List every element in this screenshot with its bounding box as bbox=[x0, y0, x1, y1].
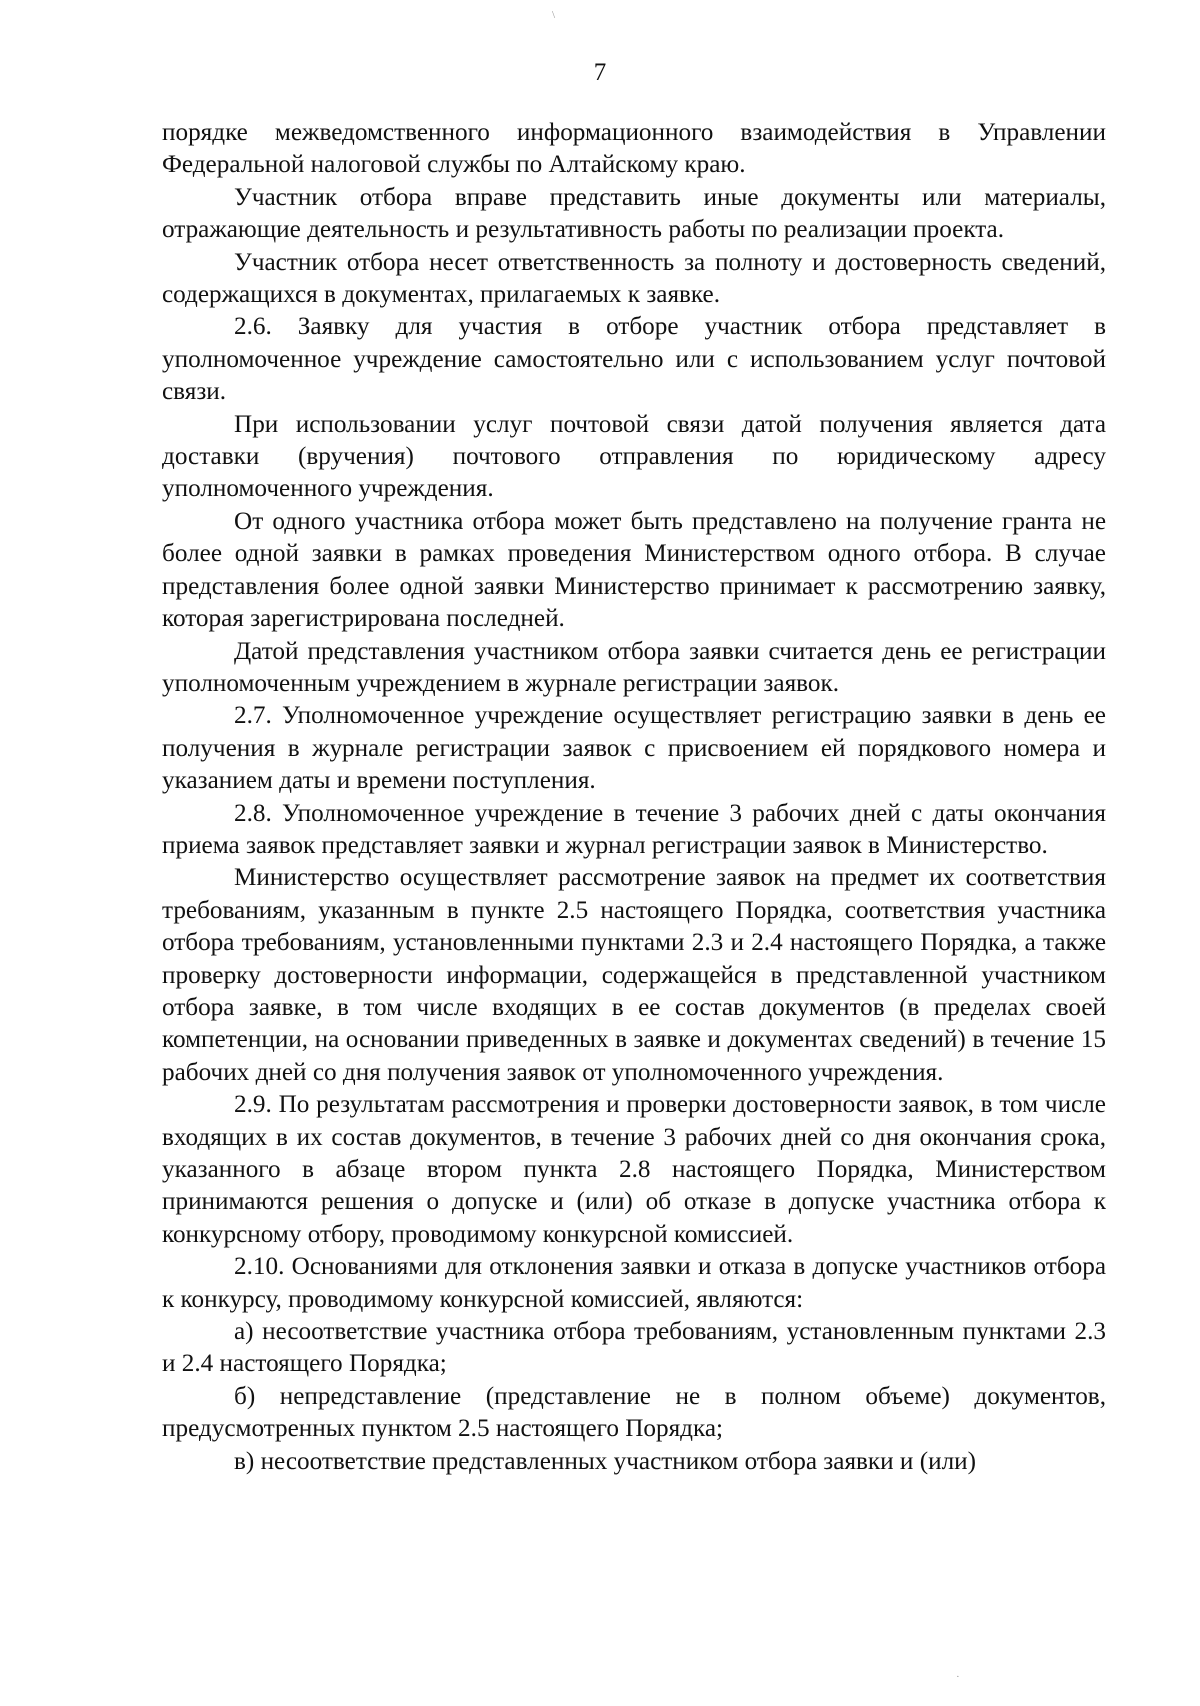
list-item-v: в) несоответствие представленных участником отбора заявки и (или) bbox=[234, 1447, 977, 1475]
scan-speck: · bbox=[956, 1671, 960, 1683]
paragraph-section-2-8: 2.8. Уполномоченное учреждение в течение 3 рабочих дней с даты окончания приема заявок представляет заявки и журнал регистрации заявок в Министерство. bbox=[162, 799, 1106, 859]
page-number: 7 bbox=[593, 59, 607, 86]
paragraph: При использовании услуг почтовой связи датой получения является дата доставки (вручения) почтового отправления по юридическому адресу уполномоченного учреждения. bbox=[162, 410, 1106, 503]
paragraph-section-2-6: 2.6. Заявку для участия в отборе участник отбора представляет в уполномоченное учреждение самостоятельно или с использованием услуг почтовой связи. bbox=[162, 313, 1106, 406]
paragraph: Министерство осуществляет рассмотрение заявок на предмет их соответствия требованиям, указанным в пункте 2.5 настоящего Порядка, соответствия участника отбора требованиям, установленными пунктами 2.3 и 2.4 настоящего Порядка, а также проверку достоверности информации, содержащейся в представленной участником отбора заявке, в том числе входящих в ее состав документов (в пределах своей компетенции, на основании приведенных в заявке и документах сведений) в течение 15 рабочих дней со дня получения заявок от уполномоченного учреждения. bbox=[162, 864, 1106, 1086]
paragraph-section-2-7: 2.7. Уполномоченное учреждение осуществляет регистрацию заявки в день ее получения в журнале регистрации заявок с присвоением ей порядкового номера и указанием даты и времени поступления. bbox=[162, 702, 1106, 795]
paragraph: Участник отбора несет ответственность за полноту и достоверность сведений, содержащихся в документах, прилагаемых к заявке. bbox=[162, 248, 1106, 309]
paragraph: От одного участника отбора может быть представлено на получение гранта не более одной заявки в рамках проведения Министерством одного отбора. В случае представления более одной заявки Министерство принимает к рассмотрению заявку, которая зарегистрирована последней. bbox=[162, 507, 1106, 633]
paragraph-section-2-9: 2.9. По результатам рассмотрения и проверки достоверности заявок, в том числе входящих в их состав документов, в течение 3 рабочих дней со дня окончания срока, указанного в абзаце втором пункта 2.8 настоящего Порядка, Министерством принимаются решения о допуске и (или) об отказе в допуске участника отбора к конкурсному отбору, проводимому конкурсной комиссией. bbox=[162, 1091, 1106, 1248]
paragraph-section-2-10: 2.10. Основаниями для отклонения заявки и отказа в допуске участников отбора к конкурсу, проводимому конкурсной комиссией, являются: bbox=[162, 1253, 1106, 1313]
list-item-a: а) несоответствие участника отбора требованиям, установленным пунктами 2.3 и 2.4 настоящего Порядка; bbox=[162, 1318, 1106, 1378]
scan-speck: \ bbox=[552, 9, 556, 21]
paragraph: порядке межведомственного информационного взаимодействия в Управлении Федеральной налоговой службы по Алтайскому краю. bbox=[162, 119, 1106, 179]
paragraph: Участник отбора вправе представить иные документы или материалы, отражающие деятельность и результативность работы по реализации проекта. bbox=[162, 183, 1106, 244]
document-body bbox=[162, 117, 1106, 1478]
list-item-b: б) непредставление (представление не в полном объеме) документов, предусмотренных пунктом 2.5 настоящего Порядка; bbox=[162, 1382, 1106, 1443]
paragraph: Датой представления участником отбора заявки считается день ее регистрации уполномоченным учреждением в журнале регистрации заявок. bbox=[162, 637, 1106, 697]
